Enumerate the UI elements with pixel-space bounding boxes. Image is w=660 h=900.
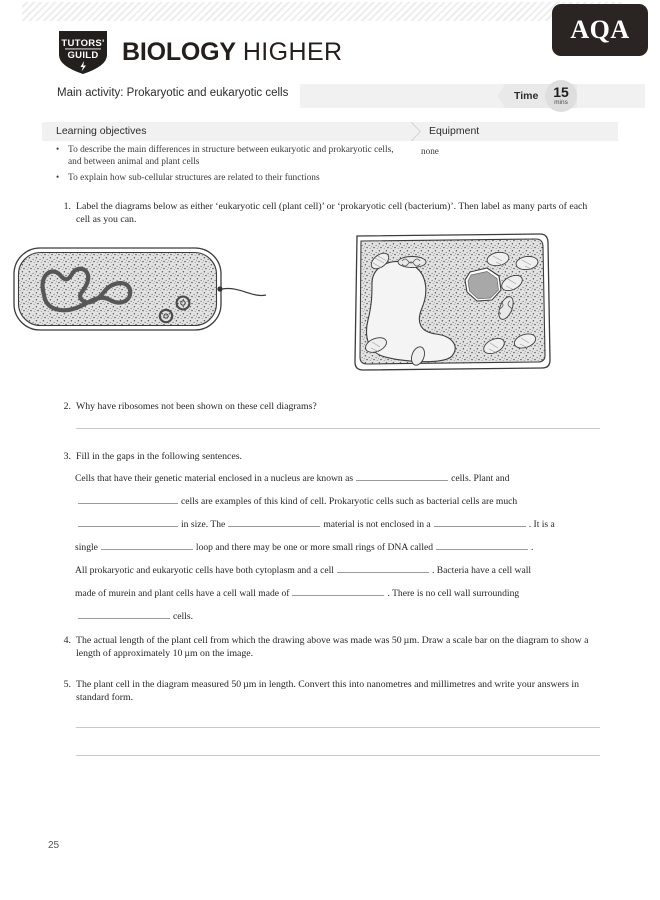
question-2 [56,400,601,413]
learning-objectives-list [56,144,396,187]
question-4-text: The actual length of the plant cell from which the drawing above was made was 50 µm. Draw a scale bar on the diagram to show a length of approximately 10 µm on the image. [76,635,589,659]
gap-blank[interactable] [78,610,170,619]
gap-fill-line [75,564,605,587]
gap-blank[interactable] [292,587,384,596]
question-1-text: Label the diagrams below as either ‘eukaryotic cell (plant cell)’ or ‘prokaryotic cell (bacterium)’. Then label as many parts of each cell as you can. [76,201,588,225]
page-number: 25 [48,840,60,851]
question-3-number: 3. [63,451,71,462]
answer-line[interactable] [76,755,600,756]
activity-title: Main activity: Prokaryotic and eukaryotic cells [57,87,289,99]
gap-text: single [75,542,98,553]
gap-text: cells are examples of this kind of cell. Prokaryotic cells such as bacterial cells are much [181,496,518,507]
mitochondrion [398,257,426,268]
gap-text: cells. Plant and [451,473,510,484]
gap-blank[interactable] [78,495,178,504]
svg-text:TUTORS': TUTORS' [61,38,105,49]
question-2-text: Why have ribosomes not been shown on these cell diagrams? [76,401,317,412]
gap-blank[interactable] [78,518,178,527]
cell-diagrams [0,228,660,378]
gap-text: Cells that have their genetic material enclosed in a nucleus are known as [75,473,354,484]
gap-blank[interactable] [101,541,193,550]
equipment-value: none [421,146,439,156]
time-value: 15 [553,84,569,101]
equipment-heading: Equipment [429,125,480,137]
gap-fill-line [75,610,605,633]
eukaryotic-plant-cell-diagram [355,234,550,370]
time-value-circle [545,80,577,112]
gap-text: All prokaryotic and eukaryotic cells have both cytoplasm and a cell [75,565,334,576]
chevron-right-icon [410,122,424,141]
svg-text:GUILD: GUILD [67,50,99,61]
gap-blank[interactable] [337,564,429,573]
page-title [122,37,343,66]
gap-blank[interactable] [228,518,320,527]
tier-title: HIGHER [242,37,343,66]
prokaryotic-cell-diagram [14,248,266,330]
activity-strip-background [300,84,645,108]
gap-fill-line [75,495,605,518]
gap-text: material is not enclosed in a [323,519,431,530]
question-4-number: 4. [63,635,71,646]
objectives-header-band [42,122,618,141]
gap-text: . It is a [528,519,555,530]
gap-text: in size. The [181,519,226,530]
question-4 [56,634,601,660]
question-3-text: Fill in the gaps in the following sentences. [76,451,242,462]
question-1 [56,200,601,226]
decorative-hatch-band [22,2,622,21]
gap-fill-line [75,472,605,495]
activity-row [0,84,660,108]
time-unit: mins [554,99,568,107]
time-label: Time [514,90,539,102]
question-1-number: 1. [63,201,71,212]
aqa-logo-text: AQA [570,15,630,44]
question-2-number: 2. [63,401,71,412]
question-5-number: 5. [63,679,71,690]
gap-text: . There is no cell wall surrounding [387,588,520,599]
gap-blank[interactable] [356,472,448,481]
gap-text: cells. [173,611,193,622]
list-item: • To describe the main differences in structure between eukaryotic and prokaryotic cells, and between animal and plant cells [56,144,396,169]
gap-text: made of murein and plant cells have a cell wall made of [75,588,290,599]
gap-fill-line [75,587,605,610]
gap-text: loop and there may be one or more small rings of DNA called [195,542,434,553]
gap-fill-line [75,541,605,564]
question-5-text: The plant cell in the diagram measured 50 µm in length. Convert this into nanometres and millimetres and write your answers in standard form. [76,679,580,703]
gap-fill-line [75,518,605,541]
question-5 [56,678,601,704]
list-item: • To explain how sub-cellular structures are related to their functions [56,172,396,184]
aqa-logo-badge [552,4,648,56]
question-3 [56,450,601,463]
subject-title: BIOLOGY [122,37,236,66]
gap-fill-paragraph [75,472,605,633]
answer-line[interactable] [76,727,600,728]
learning-objectives-heading: Learning objectives [56,125,147,137]
gap-text: . [531,542,534,553]
gap-blank[interactable] [436,541,528,550]
answer-line[interactable] [76,428,600,429]
gap-text: . Bacteria have a cell wall [431,565,532,576]
gap-blank[interactable] [434,518,526,527]
masthead [55,28,342,76]
tutors-guild-logo-icon [55,28,111,76]
